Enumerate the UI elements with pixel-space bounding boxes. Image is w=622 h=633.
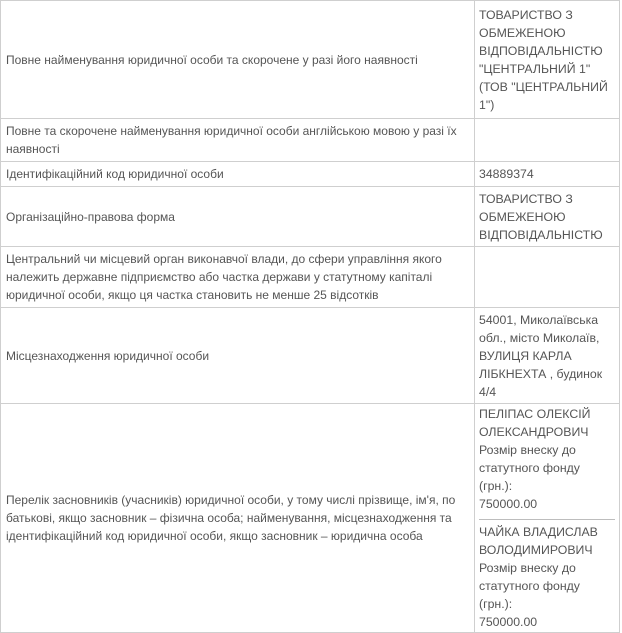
founder-entry xyxy=(479,405,615,513)
field-value-legal-form: ТОВАРИСТВО З ОБМЕЖЕНОЮ ВІДПОВІДАЛЬНІСТЮ xyxy=(475,187,620,247)
field-value-id-code: 34889374 xyxy=(475,162,620,187)
field-label-english-name: Повне та скорочене найменування юридичної особи англійською мовою у разі їх наявності xyxy=(1,119,475,162)
founder-contribution-value: 750000.00 xyxy=(479,615,538,629)
field-value-governing-body xyxy=(475,247,620,308)
field-label-governing-body: Центральний чи місцевий орган виконавчої влади, до сфери управління якого належить державне підприємство або частка держави у статутному капіталі юридичної особи, якщо ця частка становить не менше 25 відсотків xyxy=(1,247,475,308)
table-row xyxy=(1,162,620,187)
field-label-id-code: Ідентифікаційний код юридичної особи xyxy=(1,162,475,187)
field-value-founders xyxy=(475,404,620,633)
founder-entry xyxy=(479,519,615,631)
founder-name: ЧАЙКА ВЛАДИСЛАВ ВОЛОДИМИРОВИЧ xyxy=(479,525,598,557)
field-value-full-name: ТОВАРИСТВО З ОБМЕЖЕНОЮ ВІДПОВІДАЛЬНІСТЮ "ЦЕНТРАЛЬНИЙ 1" (ТОВ "ЦЕНТРАЛЬНИЙ 1") xyxy=(475,1,620,119)
founder-contribution-label: Розмір внеску до статутного фонду (грн.): xyxy=(479,561,580,611)
table-row xyxy=(1,404,620,633)
table-row xyxy=(1,308,620,404)
table-row xyxy=(1,247,620,308)
field-value-location: 54001, Миколаївська обл., місто Миколаїв, ВУЛИЦЯ КАРЛА ЛІБКНЕХТА , будинок 4/4 xyxy=(475,308,620,404)
field-label-legal-form: Організаційно-правова форма xyxy=(1,187,475,247)
field-label-location: Місцезнаходження юридичної особи xyxy=(1,308,475,404)
field-value-english-name xyxy=(475,119,620,162)
founder-contribution-label: Розмір внеску до статутного фонду (грн.): xyxy=(479,443,580,493)
founder-name: ПЕЛІПАС ОЛЕКСІЙ ОЛЕКСАНДРОВИЧ xyxy=(479,407,591,439)
table-row xyxy=(1,1,620,119)
founder-contribution-value: 750000.00 xyxy=(479,497,538,511)
field-label-full-name: Повне найменування юридичної особи та скорочене у разі його наявності xyxy=(1,1,475,119)
field-label-founders: Перелік засновників (учасників) юридичної особи, у тому числі прізвище, ім'я, по батькові, якщо засновник – фізична особа; найменування, місцезнаходження та ідентифікаційний код юридичної особи, якщо засновник – юридична особа xyxy=(1,404,475,633)
table-row xyxy=(1,187,620,247)
table-row xyxy=(1,119,620,162)
